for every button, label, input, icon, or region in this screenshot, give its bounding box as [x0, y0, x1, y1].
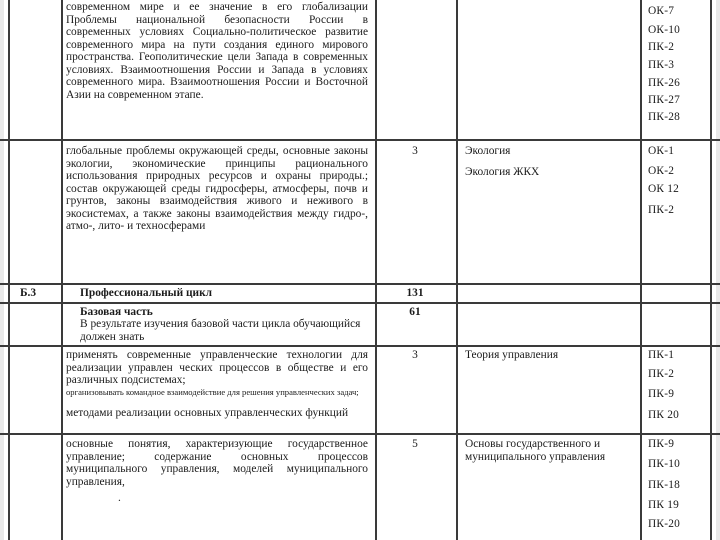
- row1-code: ПК-28: [648, 111, 681, 123]
- row1-code: ПК-27: [648, 94, 681, 106]
- row6-dot: .: [118, 492, 121, 504]
- row6-code: ПК 19: [648, 499, 680, 511]
- row-divider: [0, 302, 720, 304]
- row-divider: [0, 139, 720, 141]
- row2-description: глобальные проблемы окружающей среды, основные законы экологии, экономические принципы рационального использования природных ресурсов и охраны природы.; состав окружающей среды гидросферы, атмосферы, почв и грунтов, законы взаимодействия живого и неживого в экосистемах, а также законы взаимодействия между гидро-, атмо-, лито- и техносферами: [66, 145, 368, 232]
- scan-edge-left: [0, 0, 4, 540]
- row5-description-c: методами реализации основных управленческих функций: [66, 407, 349, 419]
- row2-code: ОК-2: [648, 165, 675, 177]
- row6-code: ПК-9: [648, 438, 675, 450]
- row2-discipline: Экология: [465, 145, 511, 157]
- row3-index: Б.3: [20, 287, 37, 299]
- table-border-right: [710, 0, 712, 540]
- row6-description: основные понятия, характеризующие государственное управление; содержание основных процессов муниципального управления, моделей муниципального управления,: [66, 438, 368, 488]
- row5-code: ПК 20: [648, 409, 680, 421]
- row2-credits: 3: [412, 145, 418, 157]
- column-divider: [456, 0, 458, 540]
- row3-title: Профессиональный цикл: [80, 287, 213, 299]
- row1-description: современном мире и ее значение в его глобализации Проблемы национальной безопасности России в современных условиях Социально-политическое развитие современного мира на пути создания единого мирового пространства. Геополитические цели Запада в современных условиях. Взаимоотношения России и Запада в условиях современного мира. Взаимоотношения России и Восточной Азии на современном этапе.: [66, 1, 368, 101]
- row-divider: [0, 283, 720, 285]
- row6-code: ПК-10: [648, 458, 681, 470]
- row6-code: ПК-18: [648, 479, 681, 491]
- row4-credits: 61: [409, 306, 421, 318]
- row3-credits: 131: [406, 287, 424, 299]
- row4-title: Базовая часть: [80, 306, 153, 318]
- row6-code: ПК-20: [648, 518, 681, 530]
- row2-code: ОК 12: [648, 183, 680, 195]
- row1-code: ОК-7: [648, 5, 675, 17]
- row5-description-b: организовывать командное взаимодействие для решения управленческих задач;: [66, 387, 359, 397]
- row2-code: ОК-1: [648, 145, 675, 157]
- row6-credits: 5: [412, 438, 418, 450]
- row1-code: ОК-10: [648, 24, 681, 36]
- row1-code: ПК-26: [648, 77, 681, 89]
- row1-code: ПК-2: [648, 41, 675, 53]
- row5-code: ПК-9: [648, 388, 675, 400]
- row5-code: ПК-2: [648, 368, 675, 380]
- row5-credits: 3: [412, 349, 418, 361]
- row6-discipline: Основы государственного и муниципального управления: [465, 438, 606, 463]
- row1-code: ПК-3: [648, 59, 675, 71]
- column-divider: [375, 0, 377, 540]
- row-divider: [0, 345, 720, 347]
- row-divider: [0, 433, 720, 435]
- table-border-left: [8, 0, 10, 540]
- column-divider: [640, 0, 642, 540]
- scan-edge-right: [716, 0, 720, 540]
- row2-code: ПК-2: [648, 204, 675, 216]
- row4-subtitle: В результате изучения базовой части цикла обучающийся должен знать: [80, 318, 361, 343]
- column-divider: [61, 0, 63, 540]
- row5-description-a: применять современные управленческие технологии для реализации управлен ческих процессов в обществе и его различных подсистемах;: [66, 349, 368, 386]
- row5-discipline: Теория управления: [465, 349, 559, 361]
- row2-discipline: Экология ЖКХ: [465, 166, 540, 178]
- row5-code: ПК-1: [648, 349, 675, 361]
